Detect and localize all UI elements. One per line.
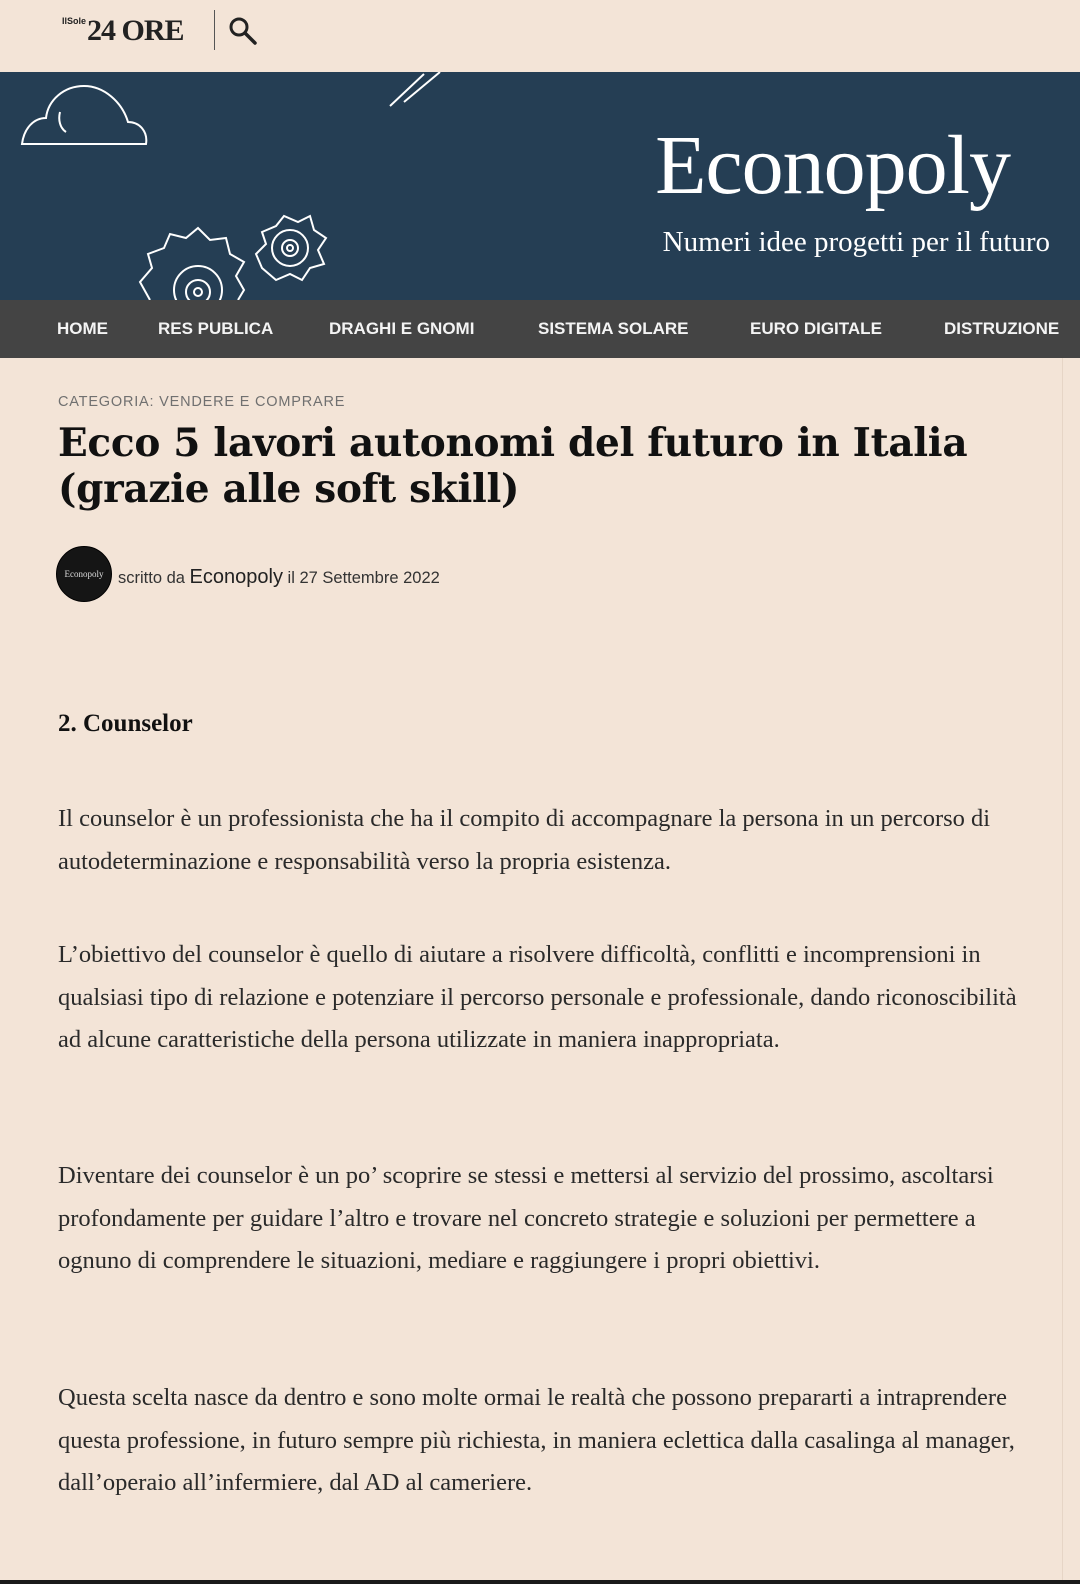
article-category[interactable]: CATEGORIA: VENDERE E COMPRARE [58,394,346,410]
byline-text [118,566,440,589]
nav-item-distruzione[interactable]: DISTRUZIONE [944,319,1060,338]
nav-item-sistema-solare[interactable]: SISTEMA SOLARE [538,319,689,338]
nav-item-home[interactable]: HOME [57,319,108,338]
article-byline [56,546,440,602]
banner-title[interactable]: Econopoly [655,119,1010,212]
bottom-border [0,1580,1080,1584]
banner-tagline: Numeri idee progetti per il futuro [662,226,1050,258]
sole-24-ore-logo[interactable] [62,10,184,52]
article-paragraph-4: Questa scelta nasce da dentro e sono molte ormai le realtà che possono prepararti a intraprendere questa professione, in futuro sempre più richiesta, in maniera eclettica dalla casalinga al manager, dall’operaio all’infermiere, dal AD al cameriere. [58,1384,1015,1496]
avatar-text: Econopoly [64,569,104,579]
gears-icon [140,216,326,300]
author-link[interactable]: Econopoly [189,565,283,588]
nav-item-draghi-e-gnomi[interactable]: DRAGHI E GNOMI [329,319,475,338]
content-right-border [1062,358,1063,1584]
nav-item-euro-digitale[interactable]: EURO DIGITALE [750,319,882,338]
main-navigation [0,300,1080,358]
byline-prefix: scritto da [118,568,185,587]
logo-main-text: 24 ORE [87,14,184,47]
econopoly-banner [0,72,1080,300]
logo-divider [214,10,215,50]
article-paragraph-2: L’obiettivo del counselor è quello di aiutare a risolvere difficoltà, conflitti e incomprensioni in qualsiasi tipo di relazione e potenziare il percorso personale e professionale, dando riconoscibilità ad alcune caratteristiche della persona utilizzate in maniera inappropriata. [58,941,1017,1053]
article-paragraph-3: Diventare dei counselor è un po’ scoprire se stessi e mettersi al servizio del prossimo, ascoltarsi profondamente per guidare l’altro e trovare nel concreto strategie e soluzioni per permettere a ognuno di comprendere le situazioni, mediare e raggiungere i propri obiettivi. [58,1162,994,1274]
article-title: Ecco 5 lavori autonomi del futuro in Italia (grazie alle soft skill) [58,420,968,512]
article-date: il 27 Settembre 2022 [287,568,440,587]
article-paragraph-1: Il counselor è un professionista che ha il compito di accompagnare la persona in un percorso di autodeterminazione e responsabilità verso la propria esistenza. [58,805,991,875]
cloud-icon [22,86,146,144]
stroke-lines-decor [390,72,440,106]
search-icon[interactable] [226,14,260,48]
nav-item-res-publica[interactable]: RES PUBLICA [158,319,274,338]
logo-prefix: IlSole [62,16,87,26]
top-bar [0,0,1080,72]
section-heading: 2. Counselor [58,710,193,737]
author-avatar[interactable] [56,546,112,602]
